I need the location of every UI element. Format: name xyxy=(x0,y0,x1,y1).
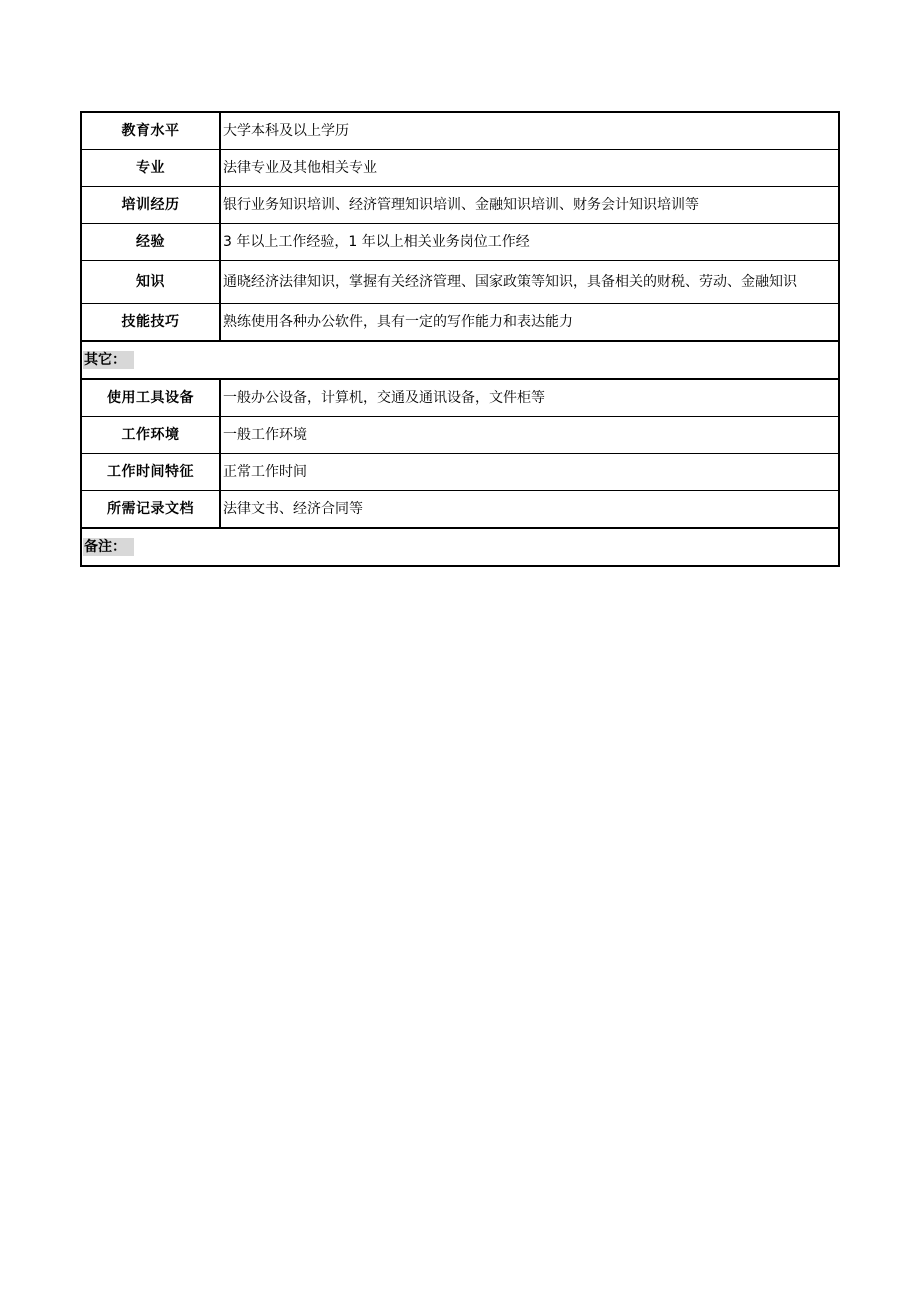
row-label-education: 教育水平 xyxy=(81,112,220,150)
row-value-experience: 3 年以上工作经验，1 年以上相关业务岗位工作经 xyxy=(220,224,839,261)
row-label-work-time: 工作时间特征 xyxy=(81,454,220,491)
row-label-training: 培训经历 xyxy=(81,187,220,224)
section-heading-other: 其它： xyxy=(83,351,134,369)
row-value-documents: 法律文书、经济合同等 xyxy=(220,491,839,529)
row-label-skills: 技能技巧 xyxy=(81,304,220,342)
table-row xyxy=(81,454,839,491)
job-requirements-table xyxy=(80,111,840,567)
table-row xyxy=(81,261,839,304)
table-row xyxy=(81,224,839,261)
table-row xyxy=(81,491,839,529)
table-row xyxy=(81,379,839,417)
row-label-environment: 工作环境 xyxy=(81,417,220,454)
table-row xyxy=(81,150,839,187)
table-row xyxy=(81,187,839,224)
row-label-experience: 经验 xyxy=(81,224,220,261)
table-row xyxy=(81,304,839,342)
row-value-tools: 一般办公设备，计算机，交通及通讯设备，文件柜等 xyxy=(220,379,839,417)
row-value-work-time: 正常工作时间 xyxy=(220,454,839,491)
row-value-training: 银行业务知识培训、经济管理知识培训、金融知识培训、财务会计知识培训等 xyxy=(220,187,839,224)
table-row xyxy=(81,417,839,454)
row-value-knowledge: 通晓经济法律知识，掌握有关经济管理、国家政策等知识，具备相关的财税、劳动、金融知识 xyxy=(220,261,839,304)
row-value-skills: 熟练使用各种办公软件，具有一定的写作能力和表达能力 xyxy=(220,304,839,342)
section-row-other xyxy=(81,341,839,379)
section-cell-remarks xyxy=(81,528,839,566)
section-cell-other xyxy=(81,341,839,379)
section-heading-remarks: 备注： xyxy=(83,538,134,556)
table-row xyxy=(81,112,839,150)
row-label-documents: 所需记录文档 xyxy=(81,491,220,529)
row-label-knowledge: 知识 xyxy=(81,261,220,304)
row-value-education: 大学本科及以上学历 xyxy=(220,112,839,150)
row-value-major: 法律专业及其他相关专业 xyxy=(220,150,839,187)
row-value-environment: 一般工作环境 xyxy=(220,417,839,454)
row-label-major: 专业 xyxy=(81,150,220,187)
row-label-tools: 使用工具设备 xyxy=(81,379,220,417)
section-row-remarks xyxy=(81,528,839,566)
